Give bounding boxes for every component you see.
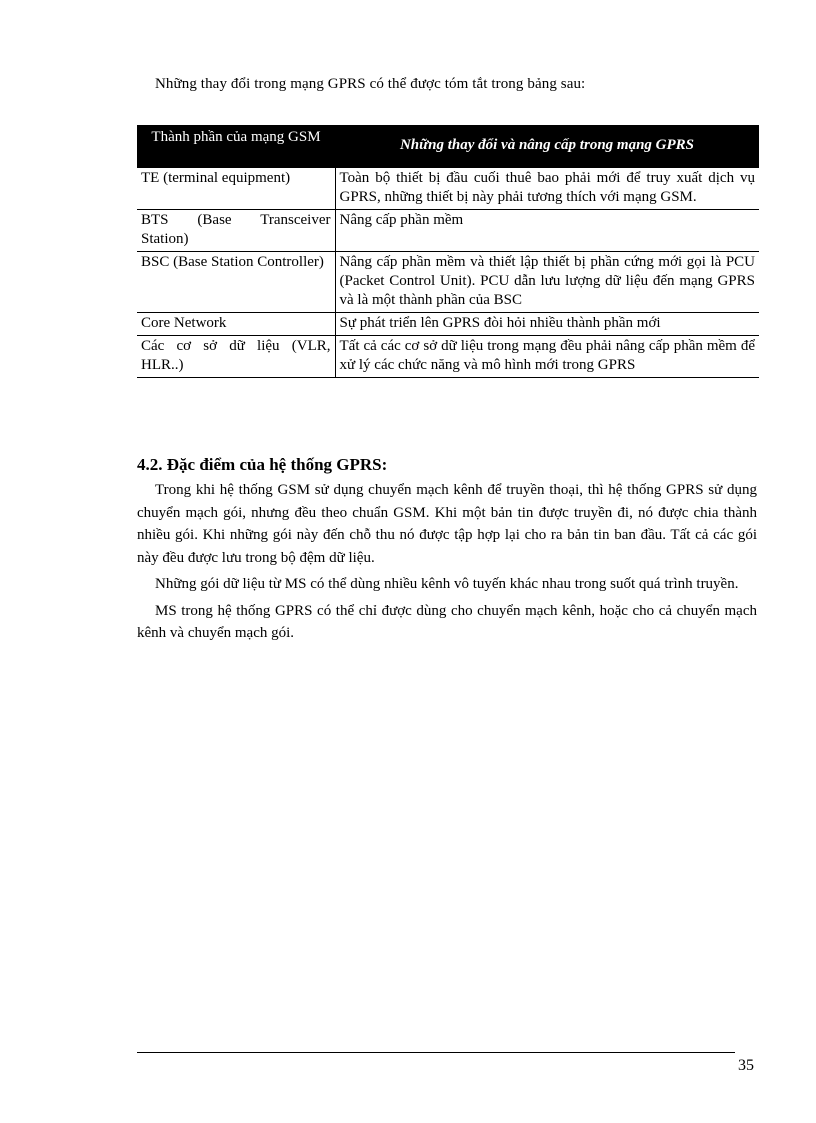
row-change: Nâng cấp phần mềm [335,210,759,252]
gprs-changes-table [137,125,759,378]
page-number: 35 [738,1057,754,1074]
footer-divider [137,1052,735,1053]
section-body [137,479,757,649]
table-row [137,252,759,313]
row-change: Sự phát triển lên GPRS đòi hỏi nhiều thành phần mới [335,313,759,336]
table-row [137,336,759,378]
row-change: Nâng cấp phần mềm và thiết lập thiết bị phần cứng mới gọi là PCU (Packet Control Unit). PCU dẫn lưu lượng dữ liệu đến mạng GPRS và là một thành phần của BSC [335,252,759,313]
section-heading: 4.2. Đặc điểm của hệ thống GPRS: [137,455,388,474]
row-component: TE (terminal equipment) [137,168,335,210]
table-row [137,313,759,336]
row-component: Core Network [137,313,335,336]
paragraph: MS trong hệ thống GPRS có thể chỉ được dùng cho chuyển mạch kênh, hoặc cho cả chuyển mạch kênh và chuyển mạch gói. [137,602,757,641]
paragraph: Trong khi hệ thống GSM sử dụng chuyển mạch kênh để truyền thoại, thì hệ thống GPRS sử dụng chuyển mạch gói, nhưng đều theo chuẩn GSM. Khi một bản tin được truyền đi, nó được chia thành nhiều gói. Khi những gói này đến chỗ thu nó được tập hợp lại cho ra bản tin ban đầu. Tất cả các gói này đều được lưu trong bộ đệm dữ liệu. [137,482,757,566]
table-header-row [137,125,759,168]
row-component: BSC (Base Station Controller) [137,252,335,313]
table-row [137,168,759,210]
row-change: Toàn bộ thiết bị đầu cuối thuê bao phải mới để truy xuất dịch vụ GPRS, những thiết bị này phải tương thích với mạng GSM. [335,168,759,210]
row-component: Các cơ sở dữ liệu (VLR, HLR..) [137,336,335,378]
row-change: Tất cả các cơ sở dữ liệu trong mạng đều phải nâng cấp phần mềm để xử lý các chức năng và mô hình mới trong GPRS [335,336,759,378]
intro-text: Những thay đổi trong mạng GPRS có thể được tóm tắt trong bảng sau: [155,76,586,92]
header-gprs-changes: Những thay đổi và nâng cấp trong mạng GPRS [335,125,759,168]
row-component: BTS (Base Transceiver Station) [137,210,335,252]
header-gsm-component: Thành phần của mạng GSM [137,125,335,168]
table-row [137,210,759,252]
paragraph: Những gói dữ liệu từ MS có thể dùng nhiều kênh vô tuyến khác nhau trong suốt quá trình truyền. [155,576,739,592]
